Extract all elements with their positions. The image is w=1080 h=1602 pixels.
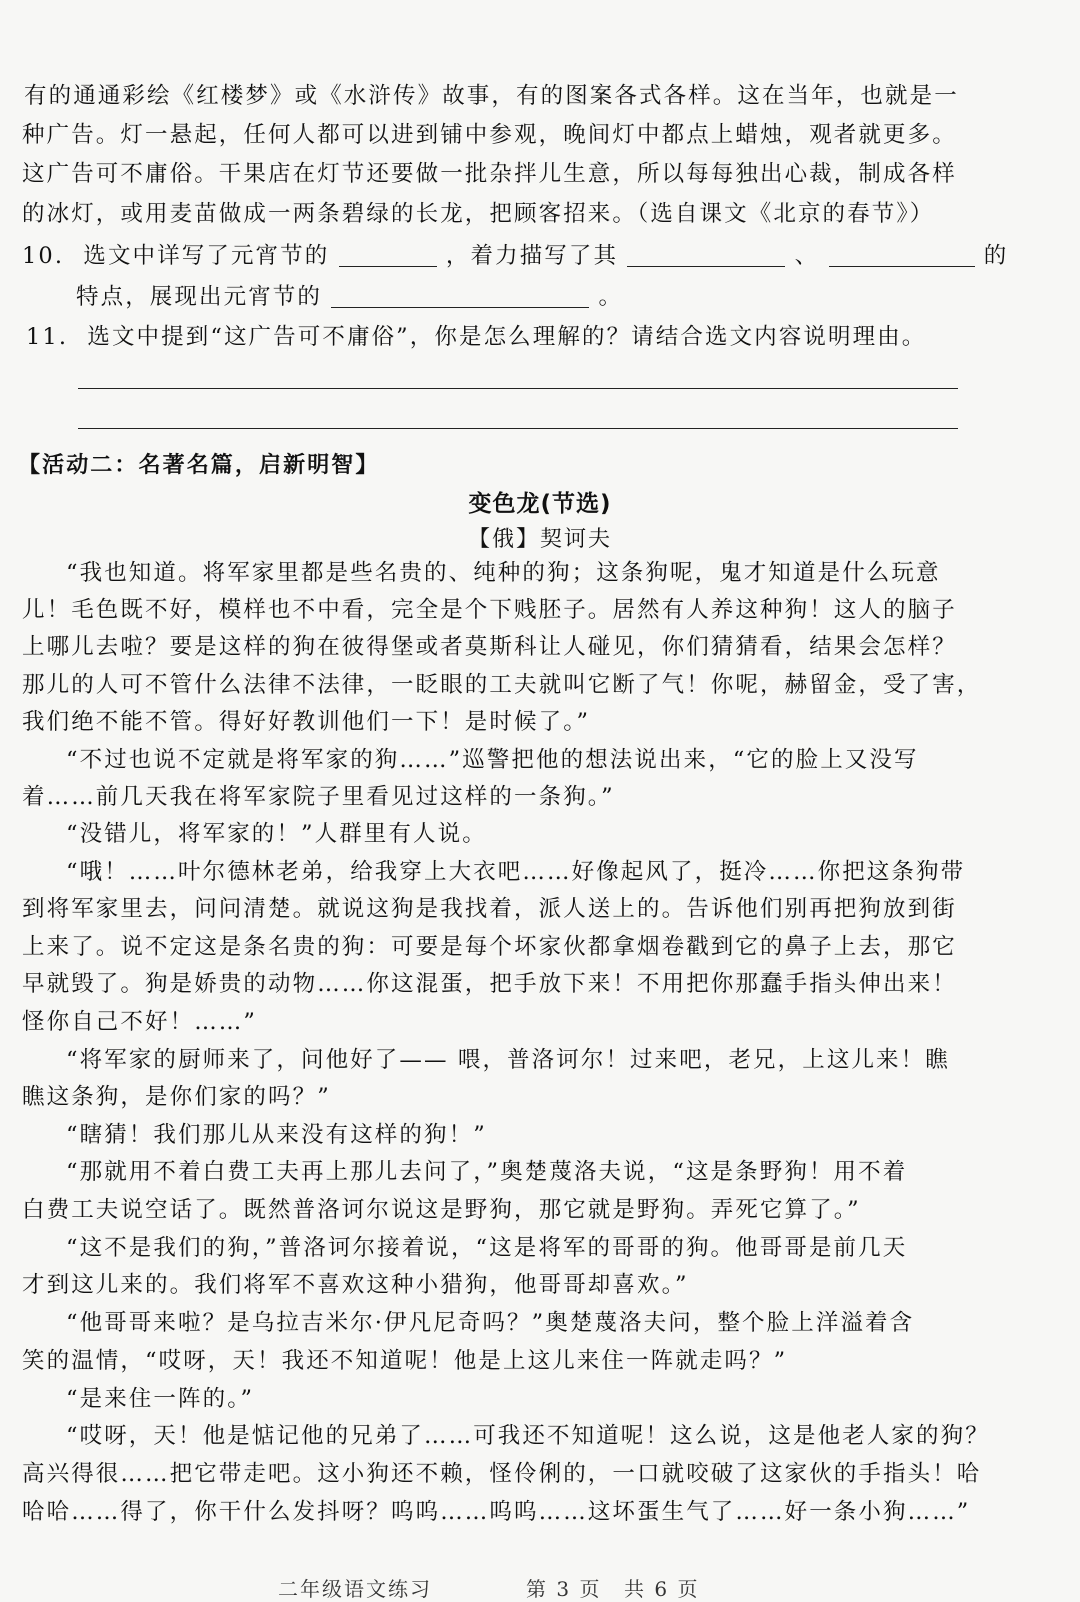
passage1-line: 种广告。灯一悬起，任何人都可以进到铺中参观，晚间灯中都点上蜡烛，观者就更多。 (22, 122, 957, 148)
answer-line[interactable] (78, 428, 958, 429)
passage2-line: 早就毁了。狗是娇贵的动物……你这混蛋，把手放下来！不用把你那蠢手指头伸出来！ (22, 971, 957, 997)
footer-total-pages: 共 6 页 (624, 1577, 700, 1601)
passage2-line: “是来住一阵的。” (66, 1386, 255, 1412)
question-text: 特点，展现出元宵节的 (76, 284, 323, 310)
passage2-line: 高兴得很……把它带走吧。这小狗还不赖，怪伶俐的，一口就咬破了这家伙的手指头！哈 (22, 1461, 982, 1487)
answer-blank[interactable] (331, 283, 589, 308)
answer-blank[interactable] (829, 242, 975, 267)
answer-blank[interactable] (339, 242, 437, 267)
passage2-line: 笑的温情，“哎呀，天！我还不知道呢！他是上这儿来住一阵就走吗？” (22, 1348, 788, 1374)
passage2-line: “我也知道。将军家里都是些名贵的、纯种的狗；这条狗呢，鬼才知道是什么玩意 (66, 560, 941, 586)
question-number: 10. (22, 243, 65, 269)
passage2-line: “他哥哥来啦？是乌拉吉米尔·伊凡尼奇吗？”奥楚蔑洛夫问，整个脸上洋溢着含 (66, 1310, 915, 1336)
passage2-line: “不过也说不定就是将军家的狗……”巡警把他的想法说出来，“它的脸上又没写 (66, 747, 919, 773)
passage2-line: 才到这儿来的。我们将军不喜欢这种小猎狗，他哥哥却喜欢。” (22, 1272, 689, 1298)
passage2-line: “哦！……叶尔德林老弟，给我穿上大衣吧……好像起风了，挺冷……你把这条狗带 (66, 859, 966, 885)
passage2-line: 我们绝不能不管。得好好教训他们一下！是时候了。” (22, 709, 591, 735)
question-text: ，着力描写了其 (445, 243, 619, 269)
passage2-line: 哈哈……得了，你干什么发抖呀？呜呜……呜呜……这坏蛋生气了……好一条小狗……” (22, 1499, 971, 1525)
passage2-line: 上哪儿去啦？要是这样的狗在彼得堡或者莫斯科让人碰见，你们猜猜看，结果会怎样？ (22, 634, 957, 660)
passage2-line: 那儿的人可不管什么法律不法律，一眨眼的工夫就叫它断了气！你呢，赫留金，受了害， (22, 672, 982, 698)
passage2-line: “瞎猜！我们那儿从来没有这样的狗！” (66, 1122, 487, 1148)
question-number: 11. (26, 324, 69, 350)
passage2-line: 瞧这条狗，是你们家的吗？” (22, 1084, 331, 1110)
passage2-line: “哎呀，天！他是惦记他的兄弟了……可我还不知道呢！这么说，这是他老人家的狗？ (66, 1423, 990, 1449)
passage-title: 变色龙(节选) (468, 491, 612, 517)
passage2-line: 儿！毛色既不好，模样也不中看，完全是个下贱胚子。居然有人养这种狗！这人的脑子 (22, 597, 957, 623)
passage2-line: 到将军家里去，问问清楚。就说这狗是我找着，派人送上的。告诉他们别再把狗放到街 (22, 896, 957, 922)
question-10-cont (76, 282, 623, 312)
question-text: 、 (794, 243, 820, 269)
passage1-line: 这广告可不庸俗。干果店在灯节还要做一批杂拌儿生意，所以每每独出心裁，制成各样 (22, 161, 957, 187)
question-text: 。 (598, 284, 624, 310)
passage2-line: “将军家的厨师来了，问他好了—— 喂，普洛诃尔！过来吧，老兄，上这儿来！瞧 (66, 1047, 950, 1073)
question-text: 选文中详写了元宵节的 (83, 243, 330, 269)
passage-author: 【俄】契诃夫 (467, 527, 612, 552)
passage2-line: “没错儿，将军家的！”人群里有人说。 (66, 821, 487, 847)
question-text: 选文中提到“这广告可不庸俗”，你是怎么理解的？请结合选文内容说明理由。 (87, 324, 927, 350)
passage2-line: 着……前几天我在将军家院子里看见过这样的一条狗。” (22, 784, 615, 810)
passage1-line: 有的通通彩绘《红楼梦》或《水浒传》故事，有的图案各式各样。这在当年，也就是一 (24, 83, 959, 109)
passage2-line: “这不是我们的狗，”普洛诃尔接着说，“这是将军的哥哥的狗。他哥哥是前几天 (66, 1235, 908, 1261)
question-10 (22, 241, 1008, 271)
passage2-line: 怪你自己不好！……” (22, 1009, 258, 1035)
question-text: 的 (983, 243, 1009, 269)
answer-line[interactable] (78, 388, 958, 389)
passage2-line: 白费工夫说空话了。既然普洛诃尔说这是野狗，那它就是野狗。弄死它算了。” (22, 1197, 861, 1223)
section-heading: 【活动二：名著名篇，启新明智】 (18, 453, 380, 478)
question-11 (26, 322, 926, 352)
passage2-line: “那就用不着白费工夫再上那儿去问了，”奥楚蔑洛夫说，“这是条野狗！用不着 (66, 1159, 908, 1185)
passage1-line: 的冰灯，或用麦苗做成一两条碧绿的长龙，把顾客招来。（选自课文《北京的春节》） (22, 201, 935, 227)
footer-page-number: 第 3 页 (526, 1577, 602, 1601)
passage2-line: 上来了。说不定这是条名贵的狗：可要是每个坏家伙都拿烟卷戳到它的鼻子上去，那它 (22, 934, 957, 960)
answer-blank[interactable] (627, 242, 785, 267)
footer-label: 二年级语文练习 (278, 1577, 432, 1601)
